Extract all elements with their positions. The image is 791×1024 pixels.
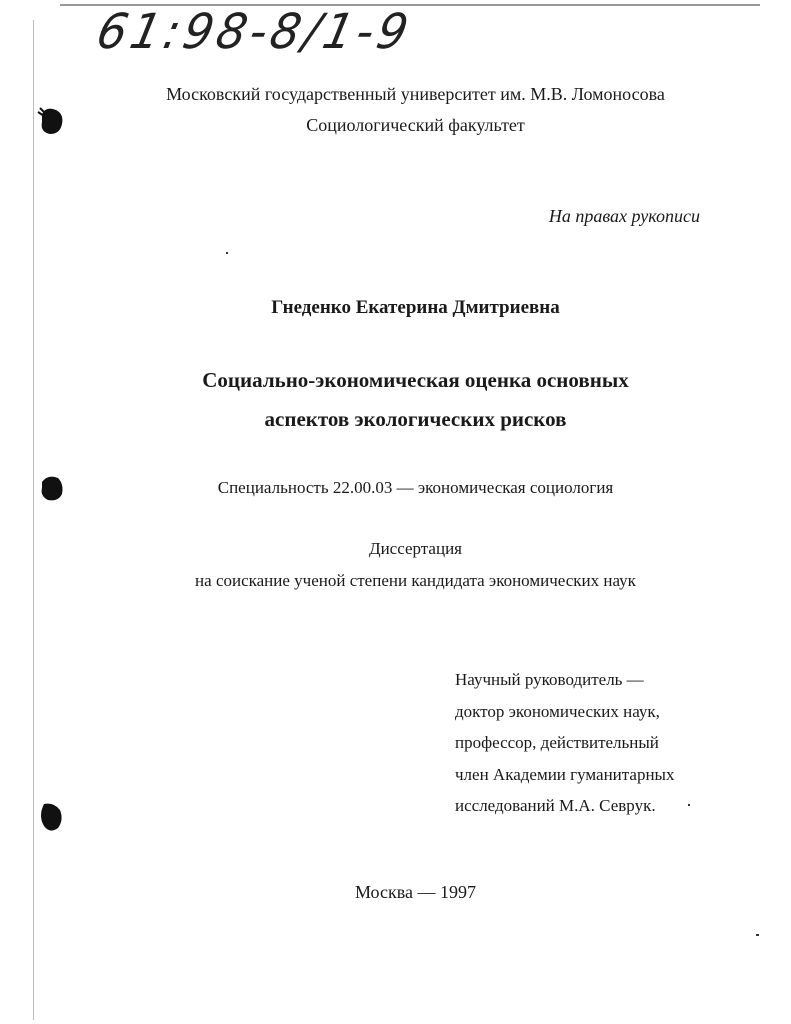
scan-left-edge bbox=[33, 20, 34, 1020]
thesis-title-line-1: Социально-экономическая оценка основных bbox=[202, 368, 629, 392]
scan-speck bbox=[226, 252, 228, 254]
faculty-name: Социологический факультет bbox=[306, 115, 525, 135]
author-name: Гнеденко Екатерина Дмитриевна bbox=[271, 297, 560, 318]
manuscript-rights-note: На правах рукописи bbox=[548, 206, 700, 226]
advisor-line: Научный руководитель — bbox=[455, 670, 644, 689]
advisor-line: исследований М.А. Севрук. bbox=[455, 796, 656, 815]
binding-hole-bottom bbox=[36, 800, 66, 834]
scan-speck bbox=[756, 934, 759, 936]
degree-line: на соискание ученой степени кандидата экономических наук bbox=[195, 571, 636, 590]
specialty-line: Специальность 22.00.03 — экономическая социология bbox=[217, 478, 614, 497]
university-name: Московский государственный университет им. М.В. Ломоносова bbox=[166, 84, 665, 104]
thesis-title-line-2: аспектов экологических рисков bbox=[264, 407, 567, 431]
scientific-advisor-block bbox=[455, 664, 674, 822]
handwritten-archive-code: 61:98-8/1-9 bbox=[91, 2, 418, 60]
advisor-line: профессор, действительный bbox=[455, 733, 659, 752]
document-type: Диссертация bbox=[368, 539, 462, 558]
advisor-line: член Академии гуманитарных bbox=[455, 764, 675, 784]
scan-speck bbox=[688, 804, 690, 806]
city-and-year: Москва — 1997 bbox=[355, 882, 476, 902]
advisor-line: доктор экономических наук, bbox=[455, 701, 660, 721]
